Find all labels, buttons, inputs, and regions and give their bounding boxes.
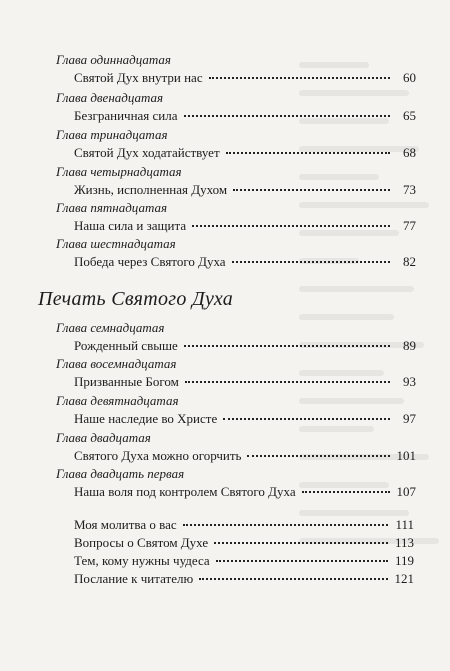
entry-title: Наша воля под контролем Святого Духа bbox=[74, 484, 296, 499]
entry-title: Победа через Святого Духа bbox=[74, 254, 226, 269]
toc-entry bbox=[56, 90, 416, 124]
page-number: 119 bbox=[394, 553, 414, 568]
toc-entry bbox=[56, 393, 416, 427]
dot-leader bbox=[185, 381, 390, 383]
entry-title: Святого Духа можно огорчить bbox=[74, 448, 242, 463]
toc-entry bbox=[56, 52, 416, 86]
section-title: Печать Святого Духа bbox=[38, 288, 234, 310]
chapter-label: Глава восемнадцатая bbox=[56, 356, 177, 371]
chapter-label: Глава шестнадцатая bbox=[56, 236, 176, 251]
page-number: 77 bbox=[403, 218, 416, 233]
dot-leader bbox=[184, 345, 390, 347]
entry-title: Моя молитва о вас bbox=[74, 517, 177, 532]
page-number: 113 bbox=[394, 535, 414, 550]
chapter-label: Глава тринадцатая bbox=[56, 127, 168, 142]
entry-title: Рожденный свыше bbox=[74, 338, 178, 353]
page-number: 73 bbox=[403, 182, 416, 197]
toc-line[interactable] bbox=[74, 553, 414, 569]
entry-title: Наша сила и защита bbox=[74, 218, 187, 233]
dot-leader bbox=[232, 261, 390, 263]
entry-title: Призванные Богом bbox=[74, 374, 179, 389]
entry-title: Святой Дух ходатайствует bbox=[74, 145, 220, 160]
toc-entry bbox=[56, 430, 416, 464]
dot-leader bbox=[192, 225, 390, 227]
chapter-label: Глава двадцать первая bbox=[56, 466, 185, 481]
chapter-label: Глава двадцатая bbox=[56, 430, 151, 445]
toc-line[interactable] bbox=[56, 218, 416, 234]
entry-title: Послание к читателю bbox=[74, 571, 194, 586]
toc-line[interactable] bbox=[74, 517, 414, 533]
dot-leader bbox=[199, 578, 388, 580]
dot-leader bbox=[226, 152, 390, 154]
toc-line[interactable] bbox=[56, 484, 416, 500]
entry-title: Жизнь, исполненная Духом bbox=[74, 182, 228, 197]
toc-line[interactable] bbox=[56, 108, 416, 124]
entry-title: Святой Дух внутри нас bbox=[74, 70, 203, 85]
entry-title: Безграничная сила bbox=[74, 108, 178, 123]
toc-line[interactable] bbox=[74, 535, 414, 551]
toc-line[interactable] bbox=[56, 448, 416, 464]
entry-title: Наше наследие во Христе bbox=[74, 411, 218, 426]
toc-line[interactable] bbox=[56, 254, 416, 270]
chapter-label: Глава семнадцатая bbox=[56, 320, 165, 335]
page-number: 107 bbox=[396, 484, 416, 499]
toc-entry bbox=[56, 164, 416, 198]
page-number: 82 bbox=[403, 254, 416, 269]
page-number: 65 bbox=[403, 108, 416, 123]
chapter-label: Глава девятнадцатая bbox=[56, 393, 179, 408]
dot-leader bbox=[223, 418, 390, 420]
toc-line[interactable] bbox=[56, 145, 416, 161]
toc-line[interactable] bbox=[56, 70, 416, 86]
page-number: 60 bbox=[403, 70, 416, 85]
toc-line[interactable] bbox=[74, 571, 414, 587]
dot-leader bbox=[233, 189, 390, 191]
page-number: 101 bbox=[396, 448, 416, 463]
chapter-label: Глава четырнадцатая bbox=[56, 164, 182, 179]
dot-leader bbox=[247, 455, 390, 457]
toc-entry bbox=[56, 236, 416, 270]
toc-line[interactable] bbox=[56, 411, 416, 427]
toc-entry bbox=[56, 320, 416, 354]
chapter-label: Глава двенадцатая bbox=[56, 90, 164, 105]
toc-line[interactable] bbox=[56, 182, 416, 198]
toc-line[interactable] bbox=[56, 374, 416, 390]
toc-line[interactable] bbox=[56, 338, 416, 354]
toc-entry bbox=[56, 356, 416, 390]
entry-title: Вопросы о Святом Духе bbox=[74, 535, 209, 550]
chapter-label: Глава одиннадцатая bbox=[56, 52, 171, 67]
page-number: 97 bbox=[403, 411, 416, 426]
dot-leader bbox=[209, 77, 390, 79]
dot-leader bbox=[302, 491, 390, 493]
page-number: 111 bbox=[395, 517, 414, 532]
toc-entry bbox=[56, 127, 416, 161]
page-number: 93 bbox=[403, 374, 416, 389]
dot-leader bbox=[183, 524, 388, 526]
toc-extras bbox=[74, 515, 414, 587]
page-number: 68 bbox=[403, 145, 416, 160]
toc-entry bbox=[56, 200, 416, 234]
page-number: 89 bbox=[403, 338, 416, 353]
page-number: 121 bbox=[394, 571, 414, 586]
toc-entry bbox=[56, 466, 416, 500]
entry-title: Тем, кому нужны чудеса bbox=[74, 553, 210, 568]
dot-leader bbox=[216, 560, 388, 562]
dot-leader bbox=[184, 115, 390, 117]
chapter-label: Глава пятнадцатая bbox=[56, 200, 168, 215]
dot-leader bbox=[214, 542, 388, 544]
